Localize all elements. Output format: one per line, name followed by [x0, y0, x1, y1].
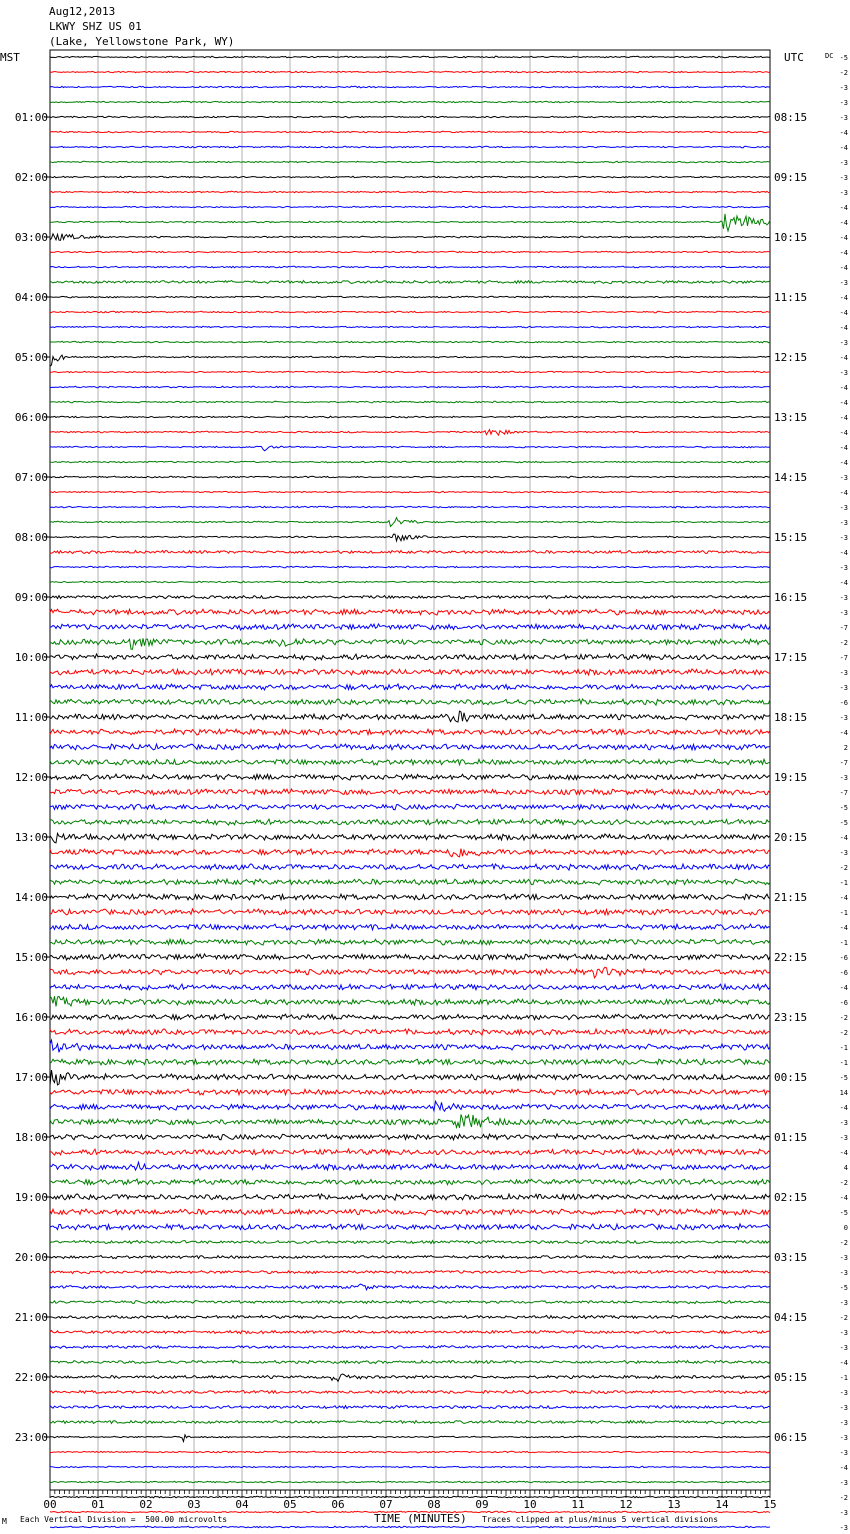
dc-offset-label: 14: [839, 1089, 848, 1097]
x-axis-title: TIME (MINUTES): [374, 1512, 467, 1525]
seismic-trace: [50, 1300, 770, 1303]
dc-offset-label: -3: [839, 594, 848, 602]
utc-hour-label: 19:15: [774, 771, 808, 784]
dc-offset-label: -3: [839, 1389, 848, 1397]
dc-offset-label: -3: [839, 609, 848, 617]
seismic-trace: [50, 1451, 770, 1453]
utc-hour-label: 10:15: [774, 231, 808, 244]
mst-hour-label: 15:00: [14, 951, 48, 964]
mst-hour-label: 09:00: [14, 591, 48, 604]
dc-offset-label: -3: [839, 339, 848, 347]
mst-hour-label: 10:00: [14, 651, 48, 664]
seismic-trace: [50, 1114, 770, 1128]
seismic-trace: [50, 699, 770, 705]
seismic-trace: [50, 1134, 770, 1140]
dc-offset-label: -4: [839, 234, 848, 242]
dc-offset-label: -4: [839, 549, 848, 557]
dc-offset-label: -3: [839, 669, 848, 677]
mst-hour-label: 07:00: [14, 471, 48, 484]
dc-offset-label: -1: [839, 1044, 848, 1052]
mst-hour-label: 03:00: [14, 231, 48, 244]
mst-hour-label: 23:00: [14, 1431, 48, 1444]
mst-hour-label: 18:00: [14, 1131, 48, 1144]
seismic-trace: [50, 1466, 770, 1468]
seismic-trace: [50, 1406, 770, 1409]
seismic-trace: [50, 1209, 770, 1215]
seismic-trace: [50, 1070, 770, 1085]
dc-offset-label: -3: [839, 174, 848, 182]
dc-offset-label: -4: [839, 1149, 848, 1157]
seismic-trace: [50, 1194, 770, 1200]
dc-offset-label: -4: [839, 729, 848, 737]
dc-offset-label: -3: [839, 504, 848, 512]
mst-hour-label: 19:00: [14, 1191, 48, 1204]
dc-offset-label: -3: [839, 369, 848, 377]
seismic-trace: [50, 894, 770, 900]
dc-offset-label: -2: [839, 864, 848, 872]
seismic-trace: [50, 281, 770, 284]
seismic-trace: [50, 1059, 770, 1065]
dc-offset-label: -3: [839, 684, 848, 692]
mst-hour-label: 05:00: [14, 351, 48, 364]
dc-offset-label: -3: [839, 1254, 848, 1262]
seismic-trace: [50, 461, 770, 463]
seismic-trace: [50, 1149, 770, 1155]
seismic-trace: [50, 1089, 770, 1095]
x-tick-label: 02: [139, 1498, 153, 1511]
utc-hour-label: 13:15: [774, 411, 808, 424]
seismic-trace: [50, 131, 770, 133]
dc-offset-label: -6: [839, 999, 848, 1007]
seismic-trace: [50, 1014, 770, 1020]
dc-offset-label: -3: [839, 1329, 848, 1337]
dc-offset-label: -3: [839, 1449, 848, 1457]
seismic-trace: [50, 1345, 770, 1348]
seismic-trace: [50, 101, 770, 103]
utc-hour-label: 22:15: [774, 951, 808, 964]
utc-hour-label: 11:15: [774, 291, 808, 304]
dc-offset-label: -3: [839, 1479, 848, 1487]
dc-offset-label: -4: [839, 249, 848, 257]
dc-offset-label: -3: [839, 189, 848, 197]
seismic-trace: [50, 430, 770, 436]
dc-offset-label: -3: [839, 1509, 848, 1517]
seismic-trace: [50, 684, 770, 690]
dc-offset-label: -3: [839, 1434, 848, 1442]
dc-offset-label: -7: [839, 624, 848, 632]
seismic-trace: [50, 954, 770, 960]
dc-offset-label: -2: [839, 1314, 848, 1322]
seismic-trace: [50, 146, 770, 148]
seismic-trace: [50, 967, 770, 978]
seismic-trace: [50, 341, 770, 343]
seismic-trace: [50, 191, 770, 193]
x-tick-label: 05: [283, 1498, 297, 1511]
dc-offset-label: -5: [839, 804, 848, 812]
dc-offset-label: -4: [839, 324, 848, 332]
scale-note: Each Vertical Division = 500.00 microvolts: [20, 1515, 228, 1524]
dc-offset-label: 0: [843, 1224, 848, 1232]
utc-hour-label: 16:15: [774, 591, 808, 604]
dc-column-label: DC: [825, 52, 834, 60]
dc-offset-label: -4: [839, 459, 848, 467]
dc-offset-label: -2: [839, 1239, 848, 1247]
seismic-trace: [50, 1330, 770, 1333]
dc-offset-label: -1: [839, 909, 848, 917]
utc-hour-label: 06:15: [774, 1431, 808, 1444]
mst-hour-label: 12:00: [14, 771, 48, 784]
seismic-trace: [50, 654, 770, 660]
seismic-trace: [50, 804, 770, 810]
dc-offset-label: -2: [839, 1494, 848, 1502]
utc-hour-label: 21:15: [774, 891, 808, 904]
seismic-trace: [50, 506, 770, 508]
seismic-trace: [50, 1390, 770, 1393]
dc-offset-label: -4: [839, 129, 848, 137]
seismic-trace: [50, 401, 770, 403]
dc-offset-label: -4: [839, 294, 848, 302]
utc-hour-label: 02:15: [774, 1191, 808, 1204]
seismic-trace: [50, 296, 770, 298]
seismic-trace: [50, 386, 770, 388]
dc-offset-label: -3: [839, 279, 848, 287]
seismic-trace: [50, 1284, 770, 1290]
seismic-trace: [50, 819, 770, 825]
seismic-trace: [50, 1374, 770, 1381]
dc-offset-label: -4: [839, 384, 848, 392]
seismic-trace: [50, 624, 770, 630]
seismic-trace: [50, 759, 770, 765]
seismic-trace: [50, 609, 770, 615]
dc-offset-label: -7: [839, 759, 848, 767]
dc-offset-label: -3: [839, 84, 848, 92]
seismic-trace: [50, 924, 770, 930]
dc-offset-label: -3: [839, 774, 848, 782]
station-location: (Lake, Yellowstone Park, WY): [49, 35, 235, 48]
utc-hour-label: 12:15: [774, 351, 808, 364]
mst-hour-label: 20:00: [14, 1251, 48, 1264]
seismic-trace: [50, 1256, 770, 1259]
seismic-trace: [50, 234, 770, 241]
dc-offset-label: -3: [839, 1524, 848, 1532]
seismic-trace: [50, 996, 770, 1006]
utc-hour-label: 09:15: [774, 171, 808, 184]
seismic-trace: [50, 744, 770, 750]
dc-offset-label: -4: [839, 309, 848, 317]
mst-hour-label: 14:00: [14, 891, 48, 904]
dc-offset-label: -4: [839, 444, 848, 452]
x-tick-label: 06: [331, 1498, 345, 1511]
mst-hour-label: 16:00: [14, 1011, 48, 1024]
dc-offset-label: -5: [839, 54, 848, 62]
dc-offset-label: -3: [839, 519, 848, 527]
dc-offset-label: -4: [839, 429, 848, 437]
dc-offset-label: -3: [839, 114, 848, 122]
mst-hour-label: 06:00: [14, 411, 48, 424]
utc-hour-label: 04:15: [774, 1311, 808, 1324]
seismic-trace: [50, 1270, 770, 1273]
dc-offset-label: -3: [839, 1344, 848, 1352]
utc-hour-label: 17:15: [774, 651, 808, 664]
seismic-trace: [50, 1526, 770, 1528]
seismic-trace: [50, 939, 770, 945]
mst-hour-label: 17:00: [14, 1071, 48, 1084]
seismic-trace: [50, 1101, 770, 1111]
seismic-trace: [50, 1162, 770, 1170]
mst-hour-label: 13:00: [14, 831, 48, 844]
utc-hour-label: 08:15: [774, 111, 808, 124]
utc-hour-label: 00:15: [774, 1071, 808, 1084]
seismic-trace: [50, 206, 770, 208]
dc-offset-label: -3: [839, 849, 848, 857]
dc-offset-label: -3: [839, 1269, 848, 1277]
dc-offset-label: -3: [839, 99, 848, 107]
seismic-trace: [50, 446, 770, 451]
utc-hour-label: 15:15: [774, 531, 808, 544]
dc-offset-label: -4: [839, 204, 848, 212]
seismic-trace: [50, 491, 770, 493]
dc-offset-label: -2: [839, 1014, 848, 1022]
dc-offset-label: -2: [839, 1179, 848, 1187]
dc-offset-label: -3: [839, 564, 848, 572]
seismic-trace: [50, 1240, 770, 1243]
seismic-trace: [50, 774, 770, 780]
seismic-trace: [50, 638, 770, 649]
seismic-trace: [50, 566, 770, 568]
seismic-trace: [50, 581, 770, 583]
x-tick-label: 03: [187, 1498, 201, 1511]
seismic-trace: [50, 1224, 770, 1230]
seismic-trace: [50, 326, 770, 328]
mst-hour-label: 22:00: [14, 1371, 48, 1384]
dc-offset-label: -3: [839, 1299, 848, 1307]
dc-offset-label: -4: [839, 414, 848, 422]
station-code: LKWY SHZ US 01: [49, 20, 142, 33]
corner-mark: M: [2, 1517, 7, 1526]
dc-offset-label: -3: [839, 1119, 848, 1127]
dc-offset-label: -6: [839, 969, 848, 977]
dc-offset-label: -6: [839, 954, 848, 962]
utc-hour-label: 20:15: [774, 831, 808, 844]
dc-offset-label: -1: [839, 939, 848, 947]
dc-offset-label: -4: [839, 219, 848, 227]
seismic-trace: [50, 729, 770, 735]
dc-offset-label: -4: [839, 924, 848, 932]
x-tick-label: 01: [91, 1498, 105, 1511]
seismic-trace: [50, 476, 770, 478]
dc-offset-label: -3: [839, 1404, 848, 1412]
seismic-trace: [50, 711, 770, 722]
dc-offset-label: -4: [839, 579, 848, 587]
dc-offset-label: -4: [839, 984, 848, 992]
right-axis-label: UTC: [784, 51, 804, 64]
x-tick-label: 11: [571, 1498, 585, 1511]
dc-offset-label: -1: [839, 1374, 848, 1382]
dc-offset-label: -4: [839, 834, 848, 842]
seismic-trace: [50, 1040, 770, 1052]
seismic-trace: [50, 833, 770, 842]
x-tick-label: 12: [619, 1498, 633, 1511]
seismic-trace: [50, 355, 770, 366]
seismic-trace: [50, 176, 770, 178]
seismic-trace: [50, 1435, 770, 1442]
dc-offset-label: -1: [839, 1059, 848, 1067]
dc-offset-label: -3: [839, 1134, 848, 1142]
seismic-trace: [50, 1481, 770, 1483]
mst-hour-label: 08:00: [14, 531, 48, 544]
dc-offset-label: -3: [839, 159, 848, 167]
seismic-trace: [50, 534, 770, 541]
seismic-trace: [50, 161, 770, 163]
dc-offset-label: -3: [839, 534, 848, 542]
seismic-trace: [50, 56, 770, 58]
dc-offset-label: -3: [839, 1419, 848, 1427]
seismic-trace: [50, 116, 770, 118]
dc-offset-label: -2: [839, 69, 848, 77]
seismic-trace: [50, 789, 770, 795]
seismic-trace: [50, 864, 770, 870]
mst-hour-label: 02:00: [14, 171, 48, 184]
mst-hour-label: 01:00: [14, 111, 48, 124]
seismic-trace: [50, 1496, 770, 1498]
dc-offset-label: -5: [839, 1209, 848, 1217]
dc-offset-label: -4: [839, 399, 848, 407]
dc-offset-label: -4: [839, 1359, 848, 1367]
dc-offset-label: -4: [839, 144, 848, 152]
seismic-trace: [50, 984, 770, 990]
dc-offset-label: -5: [839, 1074, 848, 1082]
seismic-trace: [50, 251, 770, 253]
mst-hour-label: 21:00: [14, 1311, 48, 1324]
dc-offset-label: -7: [839, 789, 848, 797]
seismic-trace: [50, 1360, 770, 1363]
seismic-trace: [50, 371, 770, 373]
dc-offset-label: -3: [839, 474, 848, 482]
utc-hour-label: 14:15: [774, 471, 808, 484]
dc-offset-label: -6: [839, 699, 848, 707]
seismic-trace: [50, 669, 770, 675]
x-tick-label: 10: [523, 1498, 537, 1511]
seismic-trace: [50, 909, 770, 915]
dc-offset-label: -5: [839, 819, 848, 827]
dc-offset-label: -4: [839, 1464, 848, 1472]
seismic-trace: [50, 879, 770, 885]
seismic-trace: [50, 1315, 770, 1318]
seismic-trace: [50, 71, 770, 73]
seismic-trace: [50, 416, 770, 418]
utc-hour-label: 23:15: [774, 1011, 808, 1024]
x-tick-label: 13: [667, 1498, 681, 1511]
dc-offset-label: -4: [839, 489, 848, 497]
left-axis-label: MST: [0, 51, 20, 64]
dc-offset-label: -4: [839, 354, 848, 362]
dc-offset-label: -3: [839, 714, 848, 722]
dc-offset-label: -4: [839, 894, 848, 902]
record-date: Aug12,2013: [49, 5, 116, 18]
dc-offset-label: -4: [839, 1194, 848, 1202]
clip-note: Traces clipped at plus/minus 5 vertical divisions: [482, 1515, 719, 1524]
utc-hour-label: 18:15: [774, 711, 808, 724]
seismic-trace: [50, 214, 770, 231]
dc-offset-label: -1: [839, 879, 848, 887]
x-tick-label: 08: [427, 1498, 441, 1511]
x-tick-label: 15: [763, 1498, 777, 1511]
x-tick-label: 14: [715, 1498, 729, 1511]
mst-hour-label: 11:00: [14, 711, 48, 724]
seismic-trace: [50, 518, 770, 527]
x-tick-label: 00: [43, 1498, 57, 1511]
dc-offset-label: -5: [839, 1284, 848, 1292]
seismic-trace: [50, 266, 770, 268]
dc-offset-label: -7: [839, 654, 848, 662]
seismic-trace: [50, 86, 770, 88]
utc-hour-label: 03:15: [774, 1251, 808, 1264]
seismic-trace: [50, 1179, 770, 1185]
mst-hour-label: 04:00: [14, 291, 48, 304]
dc-offset-label: -2: [839, 1029, 848, 1037]
seismic-trace: [50, 550, 770, 553]
dc-offset-label: -4: [839, 1104, 848, 1112]
x-tick-label: 07: [379, 1498, 393, 1511]
seismic-trace: [50, 1029, 770, 1035]
utc-hour-label: 01:15: [774, 1131, 808, 1144]
utc-hour-label: 05:15: [774, 1371, 808, 1384]
seismic-trace: [50, 311, 770, 313]
dc-offset-label: -2: [839, 639, 848, 647]
dc-offset-label: 2: [843, 744, 848, 752]
x-tick-label: 04: [235, 1498, 249, 1511]
dc-offset-label: -4: [839, 264, 848, 272]
x-tick-label: 09: [475, 1498, 489, 1511]
seismic-trace: [50, 596, 770, 599]
seismic-trace: [50, 849, 770, 857]
seismic-trace: [50, 1421, 770, 1424]
dc-offset-label: 4: [843, 1164, 848, 1172]
